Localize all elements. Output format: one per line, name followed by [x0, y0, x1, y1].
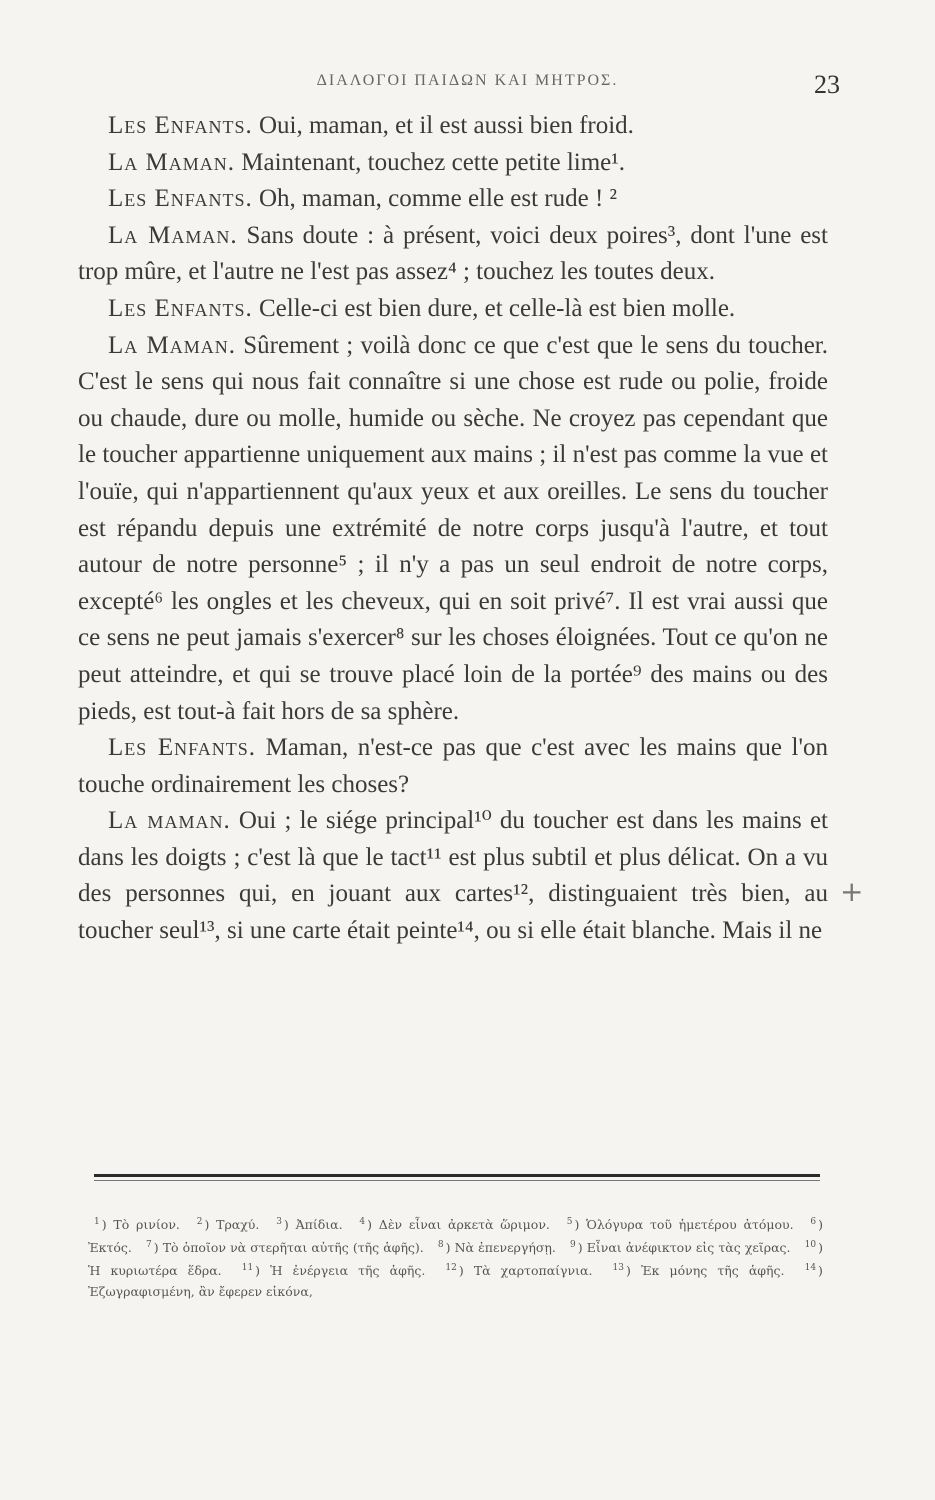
speech-text: Oui ; le siége principal¹⁰ du toucher est dans les mains et dans les doigts ; c'est là que le tact¹¹ est plus subtil et plus délicat. On a vu des personnes qui, en jouant aux cartes¹², distinguaient très bien, au toucher seul¹³, si une carte était peinte¹⁴, ou si elle était blanche. Mais il ne: [78, 807, 828, 945]
speaker-label: Les Enfants.: [108, 185, 253, 213]
speech-text: Maman, n'est-ce pas que c'est avec les mains que l'on touche ordinairement les choses?: [78, 734, 828, 798]
footnote-rule-thin: [94, 1180, 820, 1181]
footnote: $^5$ ) Ὁλόγυρα τοῦ ἡμετέρου ἀτόμου.: [566, 1217, 794, 1233]
footnote: $^{13}$ ) Ἐκ μόνης τῆς ἁφῆς.: [612, 1263, 785, 1279]
dialogue-paragraph: [78, 730, 828, 803]
footnote: $^4$ ) Δὲν εἶναι ἀρκετὰ ὥριμον.: [359, 1217, 550, 1233]
running-title: ΔΙΑΛΟΓΟΙ ΠΑΙΔΩΝ ΚΑΙ ΜΗΤΡΟΣ.: [316, 72, 619, 89]
dialogue-paragraph: [78, 108, 828, 145]
margin-cross-mark: +: [840, 875, 864, 908]
footnote: $^7$ ) Τὸ ὁποῖον νὰ στερῆται αὐτῆς (τῆς ἁφῆς).: [146, 1240, 424, 1256]
dialogue-paragraph: [78, 181, 828, 218]
speech-text: Maintenant, touchez cette petite lime¹.: [235, 148, 625, 176]
speaker-label: Les Enfants.: [108, 734, 257, 762]
speech-text: Sans doute : à présent, voici deux poires³, dont l'une est trop mûre, et l'autre ne l'est pas assez⁴ ; touchez les toutes deux.: [78, 221, 828, 286]
footnote: $^1$ ) Τὸ ρινίον.: [94, 1217, 180, 1233]
footnote: $^{11}$ ) Ἡ ἐνέργεια τῆς ἁφῆς.: [241, 1263, 426, 1279]
speech-text: Celle-ci est bien dure, et celle-là est bien molle.: [252, 294, 736, 322]
speaker-label: La Maman.: [108, 221, 238, 249]
speech-text: Oh, maman, comme elle est rude ! ²: [252, 185, 618, 213]
speech-text: Sûrement ; voilà donc ce que c'est que le sens du toucher. C'est le sens qui nous fait connaître si une chose est rude ou polie, froide ou chaude, dure ou molle, humide ou sèche. Ne croyez pas cependant que le toucher appartienne uniquement aux mains ; il n'est pas comme la vue et l'ouïe, qui n'appartiennent qu'aux yeux et aux oreilles. Le sens du toucher est répandu depuis une extrémité de notre corps jusqu'à l'autre, et tout autour de notre personne⁵ ; il n'y a pas un seul endroit de notre corps, excepté⁶ les ongles et les cheveux, qui en soit privé⁷. Il est vrai aussi que ce sens ne peut jamais s'exercer⁸ sur les choses éloignées. Tout ce qu'on ne peut atteindre, et qui se trouve placé loin de la portée⁹ des mains ou des pieds, est tout-à fait hors de sa sphère.: [78, 331, 828, 725]
footnote: $^2$ ) Τραχύ.: [196, 1217, 260, 1233]
footnote-rule: [94, 1174, 820, 1177]
footnote: $^9$ ) Εἶναι ἀνέφικτον εἰς τὰς χεῖρας.: [569, 1240, 791, 1256]
dialogue-text: [78, 108, 828, 950]
speaker-label: La Maman.: [108, 331, 236, 359]
dialogue-paragraph: [78, 803, 828, 949]
speaker-label: Les Enfants.: [108, 294, 253, 322]
footnotes: [88, 1212, 823, 1302]
dialogue-paragraph: [78, 328, 828, 731]
footnote: $^3$ ) Ἀπίδια.: [276, 1217, 343, 1233]
speaker-label: Les Enfants.: [108, 112, 253, 139]
page-number: 23: [814, 70, 840, 99]
speaker-label: La maman.: [108, 807, 231, 835]
footnote: $^6$ ) Ἐκτός.: [88, 1217, 824, 1256]
speaker-label: La Maman.: [108, 148, 236, 176]
speech-text: Oui, maman, et il est aussi bien froid.: [252, 112, 634, 139]
footnote: $^8$ ) Νὰ ἐπενεργήσῃ.: [437, 1240, 556, 1256]
dialogue-paragraph: [78, 218, 828, 291]
dialogue-paragraph: [78, 291, 828, 328]
footnote: $^{12}$ ) Τὰ χαρτοπαίγνια.: [445, 1263, 593, 1279]
footnote: $^{14}$ ) Ἐζωγραφισμένη, ἂν ἔφερεν εἰκόνα,: [88, 1263, 823, 1300]
footnote: $^{10}$ ) Ἡ κυριωτέρα ἕδρα.: [88, 1240, 823, 1279]
dialogue-paragraph: [78, 145, 828, 182]
